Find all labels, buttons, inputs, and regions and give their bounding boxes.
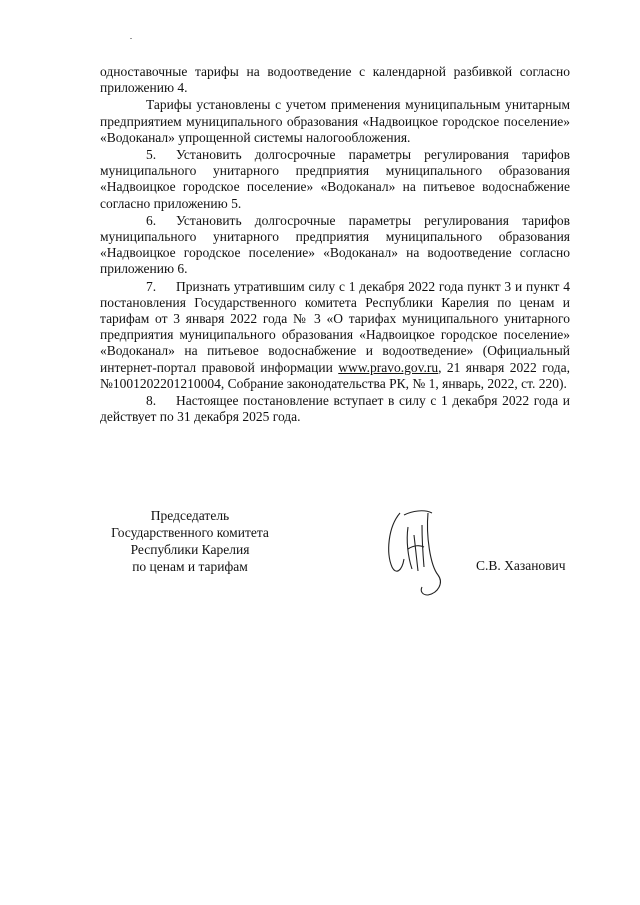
scan-speck: [130, 38, 132, 39]
signatory-name: С.В. Хазанович: [476, 558, 566, 573]
paragraph-item-6: 6. Установить долгосрочные параметры регулирования тарифов муниципального унитарного предприятия муниципального образования «Надвоицкое городское поселение» «Водоканал» на водоотведение согласно приложению 6.: [100, 212, 570, 277]
document-body: [100, 64, 570, 426]
paragraph-tax-note: Тарифы установлены с учетом применения муниципальным унитарным предприятием муниципального образования «Надвоицкое городское поселение» «Водоканал» упрощенной системы налогообложения.: [100, 97, 570, 145]
item-number: 5.: [146, 147, 157, 163]
pravo-gov-link[interactable]: www.pravo.gov.ru: [338, 359, 439, 375]
signatory-title-line: по ценам и тарифам: [132, 559, 248, 574]
signatory-title-line: Государственного комитета: [111, 525, 269, 540]
paragraph-item-5: 5. Установить долгосрочные параметры регулирования тарифов муниципального унитарного предприятия муниципального образования «Надвоицкое городское поселение» «Водоканал» на питьевое водоснабжение согласно приложению 5.: [100, 147, 570, 211]
item-number: 6.: [146, 212, 157, 228]
signatory-title: [100, 507, 280, 575]
paragraph-item-8: 8. Настоящее постановление вступает в силу с 1 декабря 2022 года и действует по 31 декабря 2025 года.: [100, 393, 570, 425]
paragraph-continuation: одноставочные тарифы на водоотведение с календарной разбивкой согласно приложению 4.: [100, 64, 570, 96]
paragraph-item-7: 7. Признать утратившим силу с 1 декабря 2022 года пункт 3 и пункт 4 постановления Государственного комитета Республики Карелия по ценам и тарифам от 3 января 2022 года № 3 «О тарифах муниципального унитарного предприятия муниципального образования «Надвоицкое городское поселение» «Водоканал» на питьевое водоснабжение и водоотведение» (Официальный интернет-портал правовой информации www.pravo.gov.ru, 21 января 2022 года, №1001202201210004, Собрание законодательства РК, № 1, январь, 2022, ст. 220).: [100, 278, 570, 391]
item-number: 7.: [146, 278, 157, 294]
handwritten-signature: [378, 505, 458, 600]
signatory-title-line: Республики Карелия: [130, 542, 250, 557]
item-number: 8.: [146, 393, 157, 409]
signatory-title-line: Председатель: [150, 508, 230, 523]
